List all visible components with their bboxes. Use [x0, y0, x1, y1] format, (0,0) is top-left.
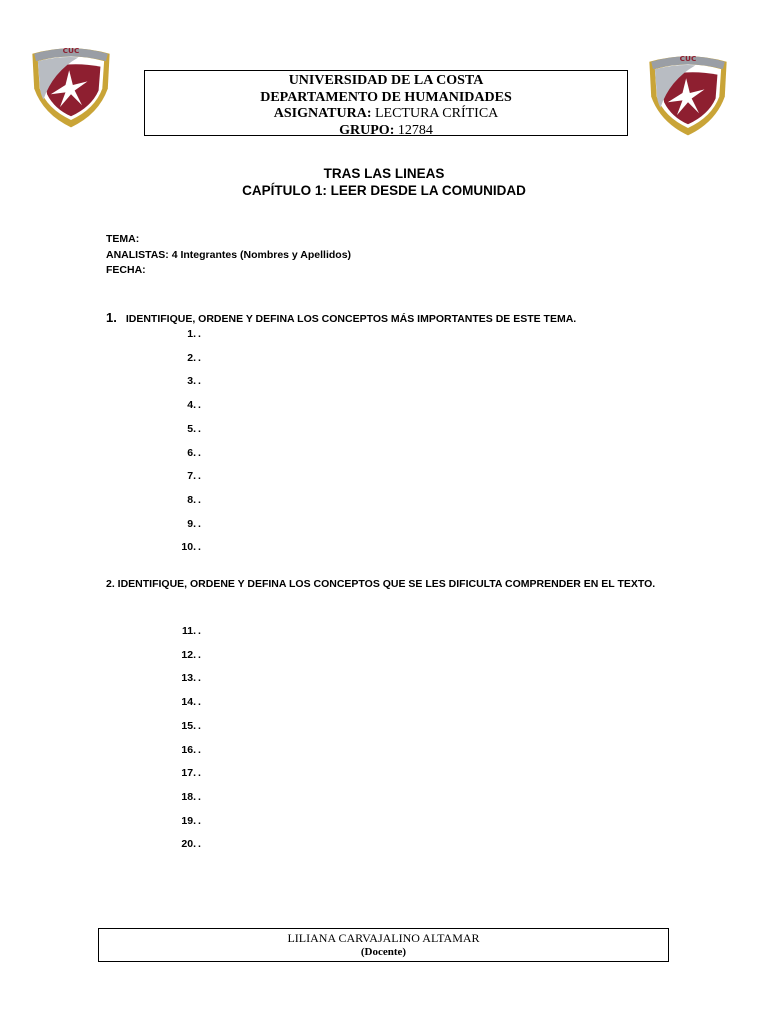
- question-1-text: IDENTIFIQUE, ORDENE Y DEFINA LOS CONCEPTOS MÁS IMPORTANTES DE ESTE TEMA.: [125, 313, 577, 325]
- university-name: UNIVERSIDAD DE LA COSTA: [288, 73, 484, 88]
- teacher-name: LILIANA CARVAJALINO ALTAMAR: [287, 931, 480, 945]
- teacher-role: (Docente): [360, 946, 407, 958]
- list-item: [156, 327, 201, 341]
- list-item-text: .: [198, 446, 201, 459]
- list-item-number: 3.: [187, 375, 196, 388]
- list-item-text: .: [198, 814, 201, 827]
- cuc-logo-left: [25, 40, 117, 130]
- question-1-number: 1.: [106, 310, 117, 325]
- fecha-field: FECHA:: [106, 264, 146, 276]
- list-item-number: 17.: [181, 767, 196, 780]
- list-item: [156, 814, 201, 828]
- list-item-number: 9.: [187, 517, 196, 530]
- list-item: [156, 540, 201, 554]
- question-2-text: 2. IDENTIFIQUE, ORDENE Y DEFINA LOS CONCEPTOS QUE SE LES DIFICULTA COMPRENDER EN EL TEXTO.: [106, 578, 656, 590]
- list-item-text: .: [198, 719, 201, 732]
- list-item-text: .: [198, 351, 201, 364]
- list-item-number: 13.: [181, 672, 196, 685]
- list-item-number: 12.: [181, 648, 196, 661]
- document-title: TRAS LAS LINEAS: [323, 166, 445, 181]
- list-item-text: .: [198, 790, 201, 803]
- department-name: DEPARTAMENTO DE HUMANIDADES: [260, 89, 512, 105]
- list-item: [156, 648, 201, 662]
- list-item-number: 18.: [181, 790, 196, 803]
- list-item-text: .: [198, 470, 201, 483]
- list-item-text: .: [198, 328, 201, 340]
- list-item-text: .: [198, 767, 201, 780]
- group-value: 12784: [397, 122, 433, 138]
- list-item-text: .: [198, 625, 201, 637]
- list-item: [156, 351, 201, 365]
- list-item-number: 16.: [181, 743, 196, 756]
- list-item-number: 8.: [187, 493, 196, 506]
- list-item-number: 6.: [187, 446, 196, 459]
- list-item: [156, 671, 201, 685]
- list-item-text: .: [198, 422, 201, 435]
- shield-logo-icon: [642, 48, 734, 138]
- list-item: [156, 374, 201, 388]
- list-item-number: 20.: [181, 838, 196, 851]
- list-item: [156, 398, 201, 412]
- list-item: [156, 469, 201, 483]
- list-item-text: .: [198, 517, 201, 530]
- teacher-signature-box: [98, 928, 669, 962]
- list-item-number: 7.: [187, 470, 196, 483]
- list-item-number: 1.: [187, 328, 196, 340]
- list-item-number: 19.: [181, 814, 196, 827]
- list-item-text: .: [198, 541, 201, 554]
- list-item: [156, 790, 201, 804]
- chapter-title: CAPÍTULO 1: LEER DESDE LA COMUNIDAD: [242, 183, 526, 198]
- list-item: [156, 766, 201, 780]
- group-label: GRUPO:: [339, 122, 395, 138]
- question-1: [106, 311, 576, 326]
- analistas-field: ANALISTAS: 4 Integrantes (Nombres y Apellidos): [106, 249, 352, 261]
- subject-value: LECTURA CRÍTICA: [374, 106, 499, 121]
- list-item: [156, 837, 201, 851]
- list-item-text: .: [198, 838, 201, 851]
- list-item: [156, 719, 201, 733]
- list-item: [156, 422, 201, 436]
- list-item-number: 14.: [181, 696, 196, 709]
- list-item-number: 5.: [187, 422, 196, 435]
- list-item-text: .: [198, 743, 201, 756]
- list-item: [156, 446, 201, 460]
- list-item: [156, 493, 201, 507]
- list-item-number: 15.: [181, 719, 196, 732]
- svg-text:CUC: CUC: [62, 45, 80, 55]
- svg-text:CUC: CUC: [679, 53, 697, 63]
- shield-logo-icon: [25, 40, 117, 130]
- list-item-number: 2.: [187, 351, 196, 364]
- list-item: [156, 517, 201, 531]
- list-item: [156, 743, 201, 757]
- list-item-text: .: [198, 672, 201, 685]
- institution-header: [144, 70, 628, 136]
- group-line: [145, 123, 627, 140]
- subject-label: ASIGNATURA:: [273, 106, 372, 121]
- list-item: [156, 695, 201, 709]
- subject-line: [145, 106, 627, 123]
- list-item-text: .: [198, 696, 201, 709]
- list-item: [156, 624, 201, 638]
- list-item-text: .: [198, 648, 201, 661]
- tema-field: TEMA:: [106, 233, 140, 245]
- list-item-number: 4.: [187, 399, 196, 412]
- list-item-number: 11.: [181, 625, 196, 637]
- cuc-logo-right: [642, 48, 734, 138]
- list-item-text: .: [198, 399, 201, 412]
- list-item-text: .: [198, 493, 201, 506]
- list-item-number: 10.: [181, 541, 196, 554]
- list-item-text: .: [198, 375, 201, 388]
